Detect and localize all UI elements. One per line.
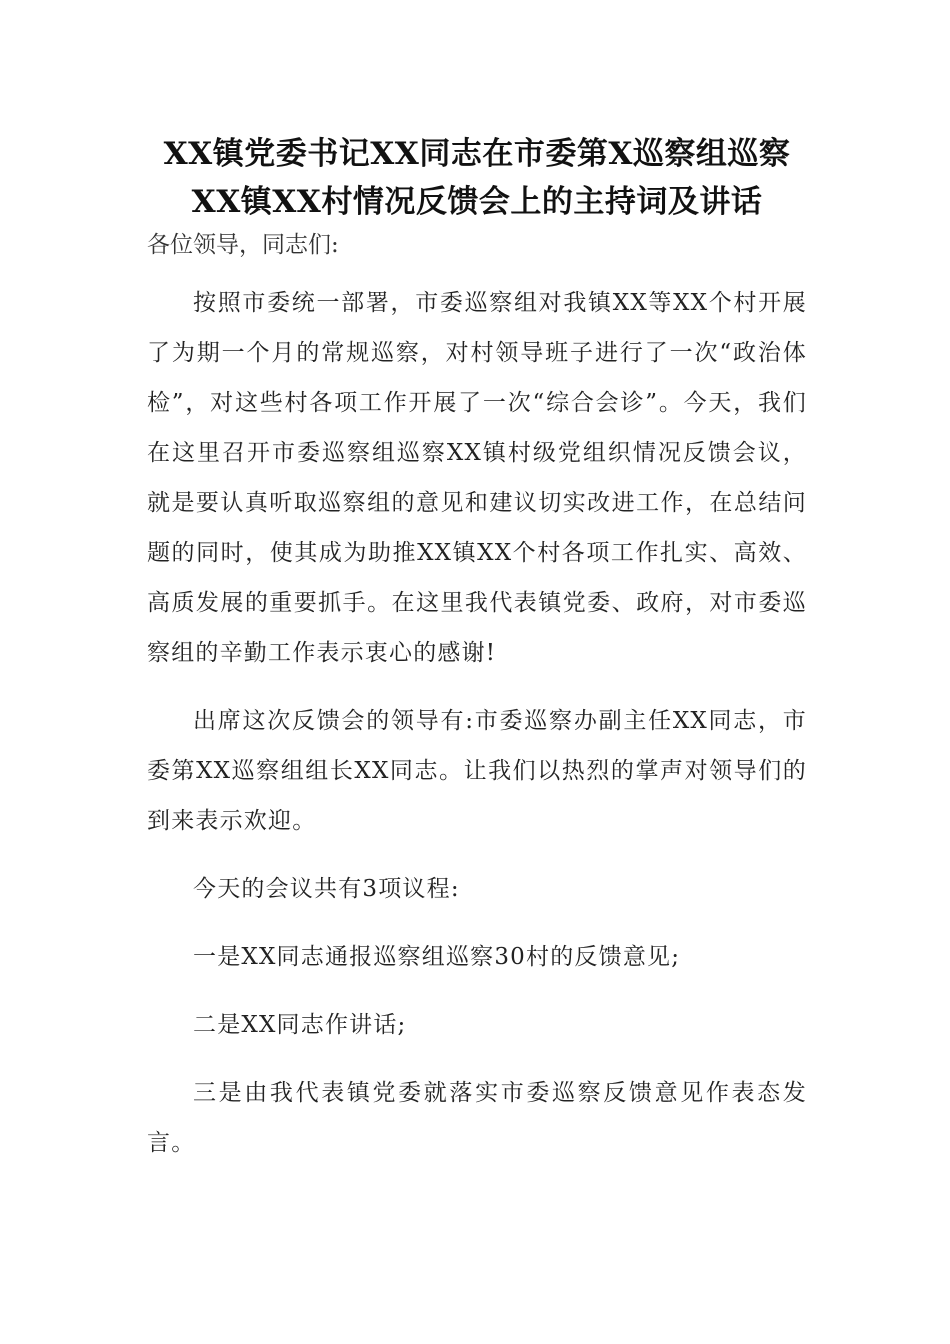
salutation: 各位领导，同志们:: [147, 232, 339, 258]
agenda-item: 二是XX同志作讲话;: [193, 1012, 407, 1038]
paragraph-inspection-overview: 按照市委统一部署，市委巡察组对我镇XX等XX个村开展了为期一个月的常规巡察，对村领导班子进行了一次“政治体检”，对这些村各项工作开展了一次“综合会诊”。今天，我们在这里召开市委巡察组巡察XX镇村级党组织情况反馈会议，就是要认真听取巡察组的意见和建议切实改进工作，在总结问题的同时，使其成为助推XX镇XX个村各项工作扎实、高效、高质发展的重要抓手。在这里我代表镇党委、政府，对市委巡察组的辛勤工作表示衷心的感谢!: [147, 290, 807, 666]
agenda-item: 三是由我代表镇党委就落实市委巡察反馈意见作表态发言。: [147, 1080, 807, 1156]
document-title: XX镇党委书记XX同志在市委第X巡察组巡察XX镇XX村情况反馈会上的主持词及讲话: [163, 136, 791, 220]
agenda-intro: 今天的会议共有3项议程:: [193, 876, 460, 902]
paragraph-attending-leaders: 出席这次反馈会的领导有:市委巡察办副主任XX同志，市委第XX巡察组组长XX同志。让我们以热烈的掌声对领导们的到来表示欢迎。: [147, 708, 807, 834]
document-page: [147, 130, 807, 1168]
agenda-item: 一是XX同志通报巡察组巡察30村的反馈意见;: [193, 944, 681, 970]
